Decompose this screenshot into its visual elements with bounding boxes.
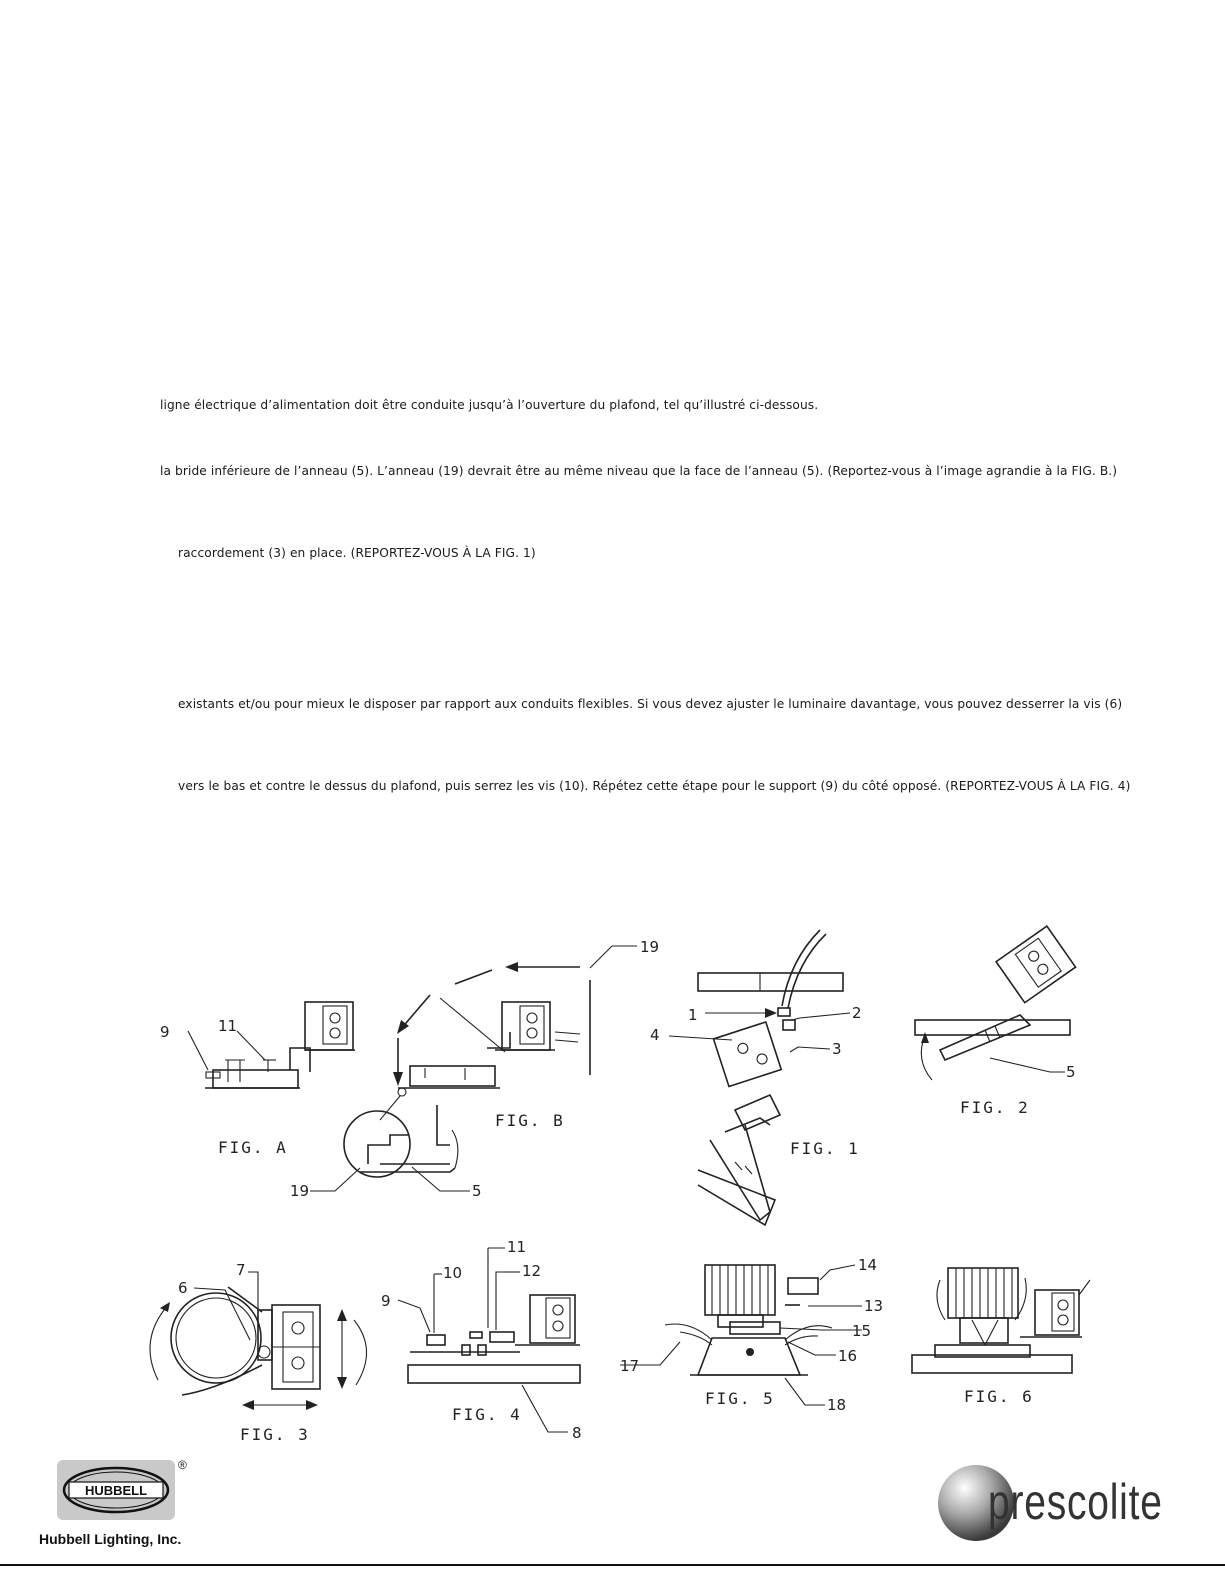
figure-2 <box>915 926 1076 1117</box>
callout-1-4: 4 <box>650 1026 660 1044</box>
callout-b-5: 5 <box>472 1182 482 1200</box>
prescolite-wordmark: prescolite <box>988 1474 1163 1530</box>
callout-4-9: 9 <box>381 1292 391 1310</box>
callout-5-18: 18 <box>827 1396 847 1414</box>
installation-diagrams <box>0 900 1225 1460</box>
callout-a-9: 9 <box>160 1023 170 1041</box>
callout-1-2: 2 <box>852 1004 862 1022</box>
figure-4 <box>381 1238 582 1442</box>
callout-b-19-bottom: 19 <box>290 1182 310 1200</box>
figure-6 <box>912 1268 1090 1406</box>
figure-5 <box>620 1256 883 1414</box>
footer-rule <box>0 1564 1225 1566</box>
callout-5-15: 15 <box>852 1322 872 1340</box>
caption-fig-2: FIG. 2 <box>960 1098 1030 1117</box>
callout-3-6: 6 <box>178 1279 188 1297</box>
text-line-4: existants et/ou pour mieux le disposer par rapport aux conduits flexibles. Si vous devez ajuster le luminaire davantage, vous pouvez desserrer la vis (6) <box>178 697 1123 711</box>
text-line-5: vers le bas et contre le dessus du plafond, puis serrez les vis (10). Répétez cette étape pour le support (9) du côté opposé. (REPORTEZ-VOUS À LA FIG. 4) <box>178 779 1131 793</box>
callout-3-7: 7 <box>236 1261 246 1279</box>
caption-fig-1: FIG. 1 <box>790 1139 860 1158</box>
callout-4-8: 8 <box>572 1424 582 1442</box>
callout-1-1: 1 <box>688 1006 698 1024</box>
hubbell-logo <box>57 1460 175 1520</box>
caption-fig-6: FIG. 6 <box>964 1387 1034 1406</box>
figure-a <box>160 1002 355 1157</box>
callout-4-11: 11 <box>507 1238 527 1256</box>
caption-fig-4: FIG. 4 <box>452 1405 522 1424</box>
callout-b-19-top: 19 <box>640 938 660 956</box>
hubbell-company-name: Hubbell Lighting, Inc. <box>39 1531 182 1547</box>
registered-mark: ® <box>178 1458 187 1472</box>
callout-a-11: 11 <box>218 1017 238 1035</box>
callout-4-10: 10 <box>443 1264 463 1282</box>
caption-fig-5: FIG. 5 <box>705 1389 775 1408</box>
callout-5-17: 17 <box>620 1357 640 1375</box>
text-line-3: raccordement (3) en place. (REPORTEZ-VOUS À LA FIG. 1) <box>178 546 536 560</box>
figure-1 <box>650 930 862 1225</box>
figure-b <box>290 938 659 1200</box>
callout-1-3: 3 <box>832 1040 842 1058</box>
caption-fig-a: FIG. A <box>218 1138 288 1157</box>
callout-2-5: 5 <box>1066 1063 1076 1081</box>
callout-5-16: 16 <box>838 1347 858 1365</box>
text-line-1: ligne électrique d’alimentation doit être conduite jusqu’à l’ouverture du plafond, tel qu’illustré ci-dessous. <box>160 398 819 412</box>
figure-3 <box>150 1261 367 1444</box>
caption-fig-b: FIG. B <box>495 1111 565 1130</box>
text-line-2: la bride inférieure de l’anneau (5). L’anneau (19) devrait être au même niveau que la face de l’anneau (5). (Reportez-vous à l’image agrandie à la FIG. B.) <box>160 464 1118 478</box>
callout-5-14: 14 <box>858 1256 878 1274</box>
callout-5-13: 13 <box>864 1297 884 1315</box>
caption-fig-3: FIG. 3 <box>240 1425 310 1444</box>
callout-4-12: 12 <box>522 1262 542 1280</box>
hubbell-logo-text: HUBBELL <box>84 1483 148 1498</box>
